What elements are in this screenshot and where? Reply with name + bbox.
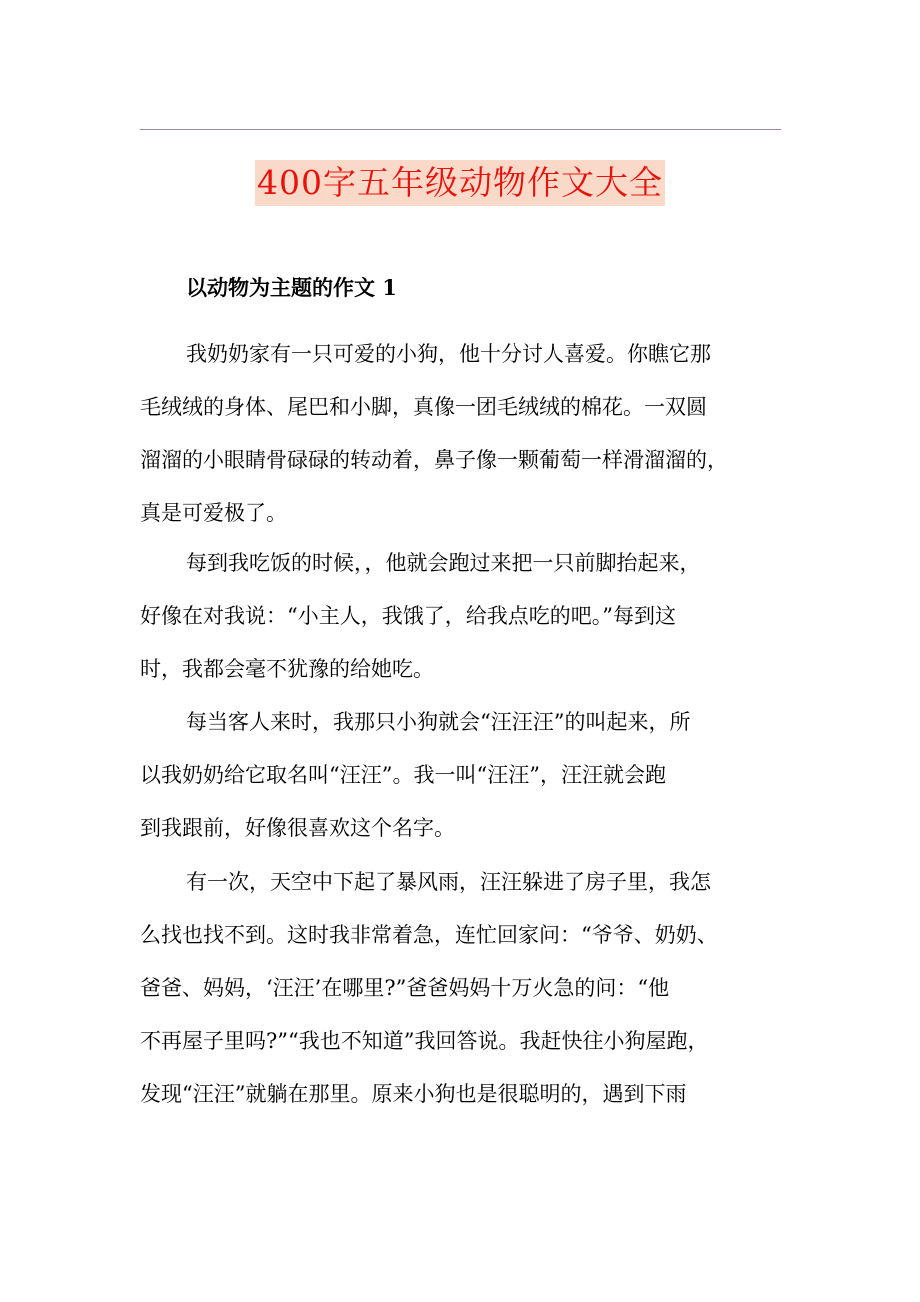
title-container <box>0 160 920 206</box>
paragraph-line: 到我跟前，好像很喜欢这个名字。 <box>140 816 455 840</box>
paragraph-2 <box>140 537 800 696</box>
paragraph-line: 好像在对我说：“小主人，我饿了，给我点吃的吧。”每到这 <box>140 604 676 628</box>
paragraph-line: 么找也找不到。这时我非常着急，连忙回家问：“爷爷、奶奶、 <box>140 923 718 947</box>
paragraph-line: 每当客人来时，我那只小狗就会“汪汪汪”的叫起来，所 <box>186 710 691 734</box>
paragraph-line: 不再屋子里吗?”“我也不知道”我回答说。我赶快往小狗屋跑， <box>140 1029 709 1053</box>
paragraph-line: 我奶奶家有一只可爱的小狗，他十分讨人喜爱。你瞧它那 <box>186 342 711 366</box>
paragraph-line: 有一次，天空中下起了暴风雨，汪汪躲进了房子里，我怎 <box>186 870 711 894</box>
paragraph-3 <box>140 696 800 855</box>
paragraph-line: 爸爸、妈妈，‘汪汪’在哪里?”爸爸妈妈十万火急的问：“他 <box>140 976 670 1000</box>
paragraph-4 <box>140 856 800 1121</box>
paragraph-line: 发现“汪汪”就躺在那里。原来小狗也是很聪明的，遇到下雨 <box>140 1082 687 1106</box>
header-divider <box>140 129 781 130</box>
paragraph-1 <box>140 328 800 540</box>
paragraph-line: 真是可爱极了。 <box>140 501 287 525</box>
paragraph-line: 时，我都会毫不犹豫的给她吃。 <box>140 657 434 681</box>
section-heading: 以动物为主题的作文 1 <box>186 275 397 300</box>
paragraph-line: 毛绒绒的身体、尾巴和小脚，真像一团毛绒绒的棉花。一双圆 <box>140 395 707 419</box>
paragraph-line: 每到我吃饭的时候，，他就会跑过来把一只前脚抬起来， <box>186 551 701 575</box>
document-title: 400字五年级动物作文大全 <box>255 160 665 206</box>
paragraph-line: 以我奶奶给它取名叫“汪汪”。我一叫“汪汪”，汪汪就会跑 <box>140 763 666 787</box>
paragraph-line: 溜溜的小眼睛骨碌碌的转动着，鼻子像一颗葡萄一样滑溜溜的， <box>140 448 728 472</box>
